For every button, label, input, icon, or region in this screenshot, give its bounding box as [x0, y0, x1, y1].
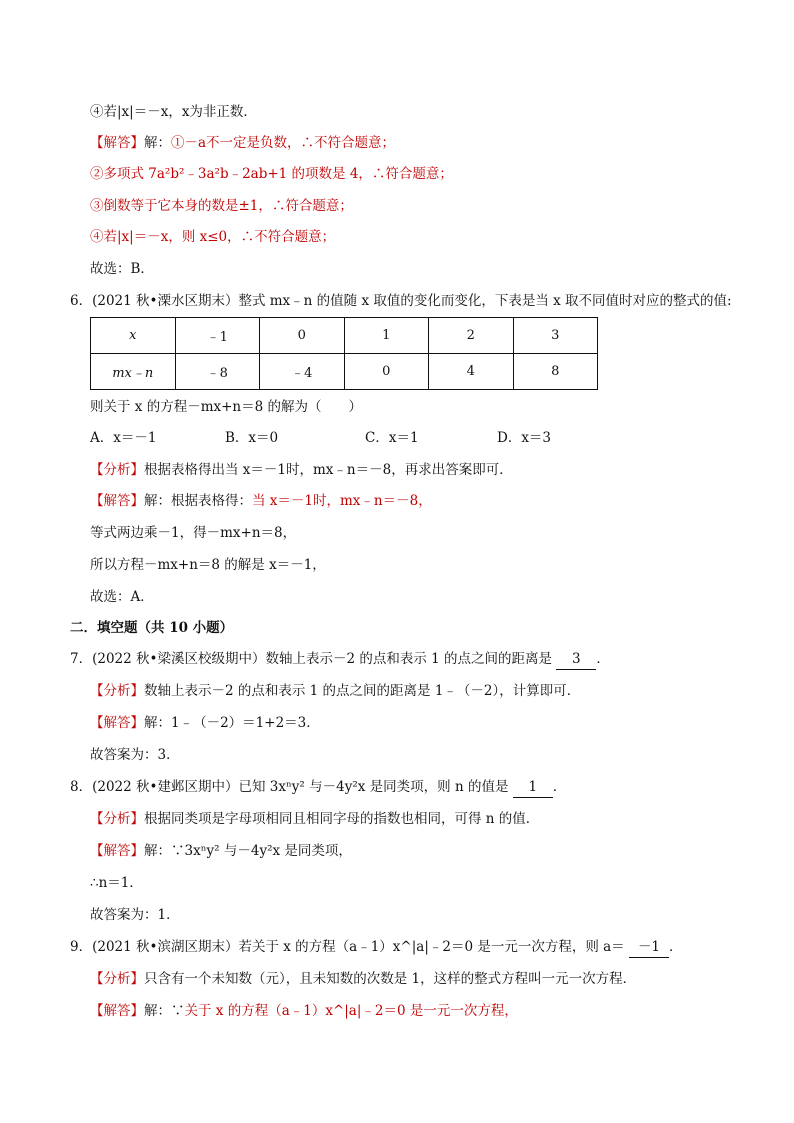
value-table [90, 317, 598, 390]
answer-9: 【解答】解：∵关于 x 的方程（a﹣1）x^|a|﹣2＝0 是一元一次方程， [90, 1003, 518, 1019]
question-8: 8．(2022 秋•建邺区期中）已知 3xⁿy² 与－4y²x 是同类项，则 n 的值是 1 ． [70, 777, 566, 798]
question-6: 6．(2021 秋•溧水区期末）整式 mx﹣n 的值随 x 取值的变化而变化，下表是当 x 取不同值时对应的整式的值: [70, 293, 732, 309]
line-item2: ②多项式 7a²b²﹣3a²b﹣2ab+1 的项数是 4，∴符合题意； [90, 166, 453, 182]
answer-8-result: 故答案为：1． [90, 907, 180, 923]
answer-6: 【解答】解：根据表格得：当 x＝－1时，mx﹣n＝－8， [90, 493, 432, 509]
answer-6-step: 所以方程－mx+n＝8 的解是 x＝－1， [90, 557, 326, 573]
line-item4: ④若|x|＝－x，x为非正数． [90, 104, 257, 120]
answer-6-choice: 故选：A． [90, 589, 154, 605]
line-item4b: ④若|x|＝－x，则 x≤0，∴不符合题意； [90, 229, 336, 245]
answer-line: 【解答】解：①－a不一定是负数，∴不符合题意； [90, 135, 396, 151]
answer-7-result: 故答案为：3． [90, 747, 180, 763]
analysis-8: 【分析】根据同类项是字母项相同且相同字母的指数也相同，可得 n 的值． [90, 811, 540, 827]
answer-6-step: 等式两边乘－1，得－mx+n＝8， [90, 525, 297, 541]
answer-tag: 【解答】 [90, 135, 144, 151]
question-6-prompt: 则关于 x 的方程－mx+n＝8 的解为（ ） [90, 399, 362, 415]
analysis-9: 【分析】只含有一个未知数（元），且未知数的次数是 1，这样的整式方程叫一元一次方程． [90, 971, 637, 987]
table-row: mx﹣n ﹣8 ﹣4 0 4 8 [91, 354, 598, 390]
answer-8-step: ∴n＝1． [90, 875, 143, 891]
option-a: A．x＝－1 [90, 430, 157, 446]
answer-7: 【解答】解：1﹣（－2）＝1+2＝3． [90, 715, 320, 731]
option-b: B．x＝0 [225, 430, 279, 446]
option-d: D．x＝3 [497, 430, 552, 446]
answer-8: 【解答】解：∵3xⁿy² 与－4y²x 是同类项， [90, 843, 352, 859]
line-item3: ③倒数等于它本身的数是±1，∴符合题意； [90, 198, 353, 214]
table-row: x ﹣1 0 1 2 3 [91, 318, 598, 354]
section-heading: 二．填空题（共 10 小题） [70, 620, 234, 636]
analysis-7: 【分析】数轴上表示－2 的点和表示 1 的点之间的距离是 1﹣（－2），计算即可． [90, 683, 581, 699]
option-c: C．x＝1 [365, 430, 419, 446]
question-7: 7．(2022 秋•梁溪区校级期中）数轴上表示－2 的点和表示 1 的点之间的距离是 3 ． [70, 649, 610, 670]
choice-line: 故选：B． [90, 261, 154, 277]
question-9: 9．(2021 秋•滨湖区期末）若关于 x 的方程（a﹣1）x^|a|﹣2＝0 是一元一次方程，则 a＝ －1 ． [70, 937, 682, 958]
analysis-6: 【分析】根据表格得出当 x＝－1时，mx﹣n＝－8，再求出答案即可． [90, 462, 513, 478]
